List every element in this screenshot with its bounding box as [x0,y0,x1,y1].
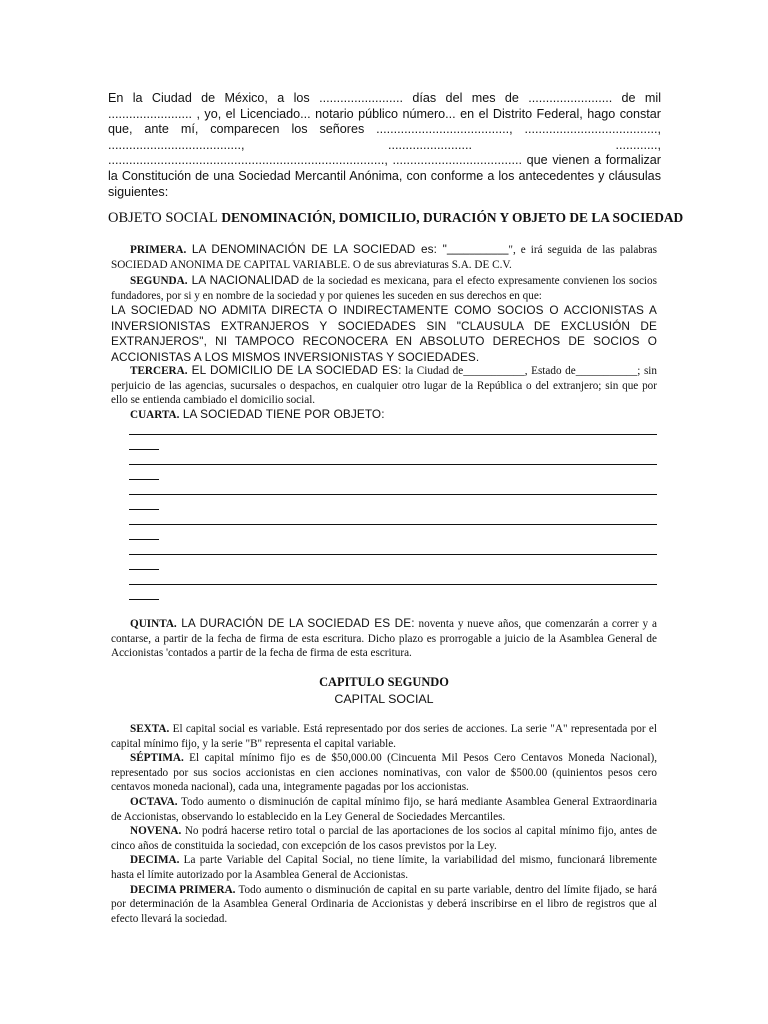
clause-label: SEXTA. [130,723,170,735]
clause-segunda: SEGUNDA. LA NACIONALIDAD de la sociedad es mexicana, para el efecto expresamente convienen los socios fundadores, por si y en nombre de la sociedad y por quienes les suceden en sus derechos en que: LA SOCIEDAD NO ADMITA DIRECTA O INDIRECTAMENTE COMO SOCIOS O ACCIONISTAS A INVERSIONISTAS EXTRANJEROS Y SOCIEDADES SIN "CLAUSULA DE EXCLUSIÓN DE EXTRANJEROS", NI TAMPOCO RECONOCERA EN ABSOLUTO DERECHOS DE SOCIOS O ACCIONISTAS A LOS MISMOS INVERSIONISTAS Y SOCIEDADES. [111,273,657,364]
chapter-title: CAPITULO SEGUNDO [319,675,449,689]
intro-paragraph: En la Ciudad de México, a los ........................ días del mes de ........................ de mil ........................ , yo, el Licenciado... notario público número... en el Distrito Federal, hago constar que, ante mí, comparecen los señores ......................................, ......................................, ......................................, ........................ ............, ..............................................................................., ..................................... que vienen a formalizar la Constitución de una Sociedad Mercantil Anónima, con conforme a los antecedentes y cláusulas siguientes: [108,91,661,199]
clause-segunda-upper: LA SOCIEDAD NO ADMITA DIRECTA O INDIRECTAMENTE COMO SOCIOS O ACCIONISTAS A INVERSIONISTAS EXTRANJEROS Y SOCIEDADES SIN "CLAUSULA DE EXCLUSIÓN DE EXTRANJEROS", NI TAMPOCO RECONOCERA EN ABSOLUTO DERECHOS DE SOCIOS O ACCIONISTAS A LOS MISMOS INVERSIONISTAS Y SOCIEDADES. [111,303,657,364]
clause-label: NOVENA. [130,825,182,838]
clause-decima-primera: DECIMA PRIMERA. Todo aumento o disminución de capital en su parte variable, dentro del límite fijado, se hará por determinación de la Asamblea General Ordinaria de Accionistas y deberá inscribirse en el libro de registros que al efecto llevará la sociedad. [111,883,657,925]
blank-line [129,494,659,524]
clause-novena: NOVENA. No podrá hacerse retiro total o parcial de las aportaciones de los socios al capital mínimo fijo, antes de cinco años de constituida la sociedad, con excepción de los casos previstos por la Ley. [111,825,657,852]
blank-lines [129,434,659,614]
clause-label: QUINTA. [130,618,177,630]
heading-prefix: OBJETO SOCIAL [108,210,218,226]
clause-label: SEGUNDA. [130,275,188,287]
clause-label: DECIMA PRIMERA. [130,883,236,896]
blank-line [129,554,659,584]
clause-octava: OCTAVA. Todo aumento o disminución de capital mínimo fijo, se hará mediante Asamblea General Extraordinaria de Accionistas, observando lo establecido en la Ley General de Sociedades Mercantiles. [111,795,657,823]
clause-label: TERCERA. [130,365,188,377]
clause-primera: PRIMERA. LA DENOMINACIÓN DE LA SOCIEDAD es: "___________", e irá seguida de las palabras SOCIEDAD ANONIMA DE CAPITAL VARIABLE. O de sus abreviaturas S.A. DE C.V. [111,242,657,271]
capital-clauses [111,722,657,926]
clause-cuarta: CUARTA. LA SOCIEDAD TIENE POR OBJETO: [130,407,385,421]
clause-sexta: SEXTA. El capital social es variable. Está representado por dos series de acciones. La serie "A" representada por el capital mínimo fijo, y la serie "B" representa el capital variable. [111,723,657,750]
clause-label: DECIMA. [130,854,180,867]
heading-title: DENOMINACIÓN, DOMICILIO, DURACIÓN Y OBJETO DE LA SOCIEDAD [221,210,684,225]
blank-line [129,524,659,554]
clause-label: CUARTA. [130,409,180,421]
clause-label: PRIMERA. [130,244,187,256]
clause-label: SÉPTIMA. [130,752,184,765]
clause-quinta: QUINTA. LA DURACIÓN DE LA SOCIEDAD ES DE: noventa y nueve años, que comenzarán a correr y a contarse, a partir de la fecha de firma de esta escritura. Dicho plazo es prorrogable a juicio de la Asamblea General de Accionistas 'contados a partir de la fecha de firma de esta escritura. [111,616,657,660]
blank-line [129,584,659,614]
clause-tercera: TERCERA. EL DOMICILIO DE LA SOCIEDAD ES: la Ciudad de___________, Estado de___________; sin perjuicio de las agencias, sucursales o despachos, en cualquier otro lugar de la República o del extranjero; sin que por ello se entienda cambiado el domicilio social. [111,363,657,407]
blank-line [129,434,659,464]
clause-decima: DECIMA. La parte Variable del Capital Social, no tiene límite, la variabilidad del mismo, funcionará libremente hasta el límite autorizado por la Asamblea General de Accionistas. [111,854,657,881]
clause-septima: SÉPTIMA. El capital mínimo fijo es de $50,000.00 (Cincuenta Mil Pesos Cero Centavos Moneda Nacional), representado por sus socios accionistas en cien acciones nominativas, con valor de $500.00 (quinientos pesos cero centavos moneda nacional), cada una, integramente pagadas por los accionistas. [111,752,657,794]
chapter-subtitle: CAPITAL SOCIAL [334,692,434,706]
section-heading [108,210,684,227]
clause-label: OCTAVA. [130,795,178,808]
blank-line [129,464,659,494]
